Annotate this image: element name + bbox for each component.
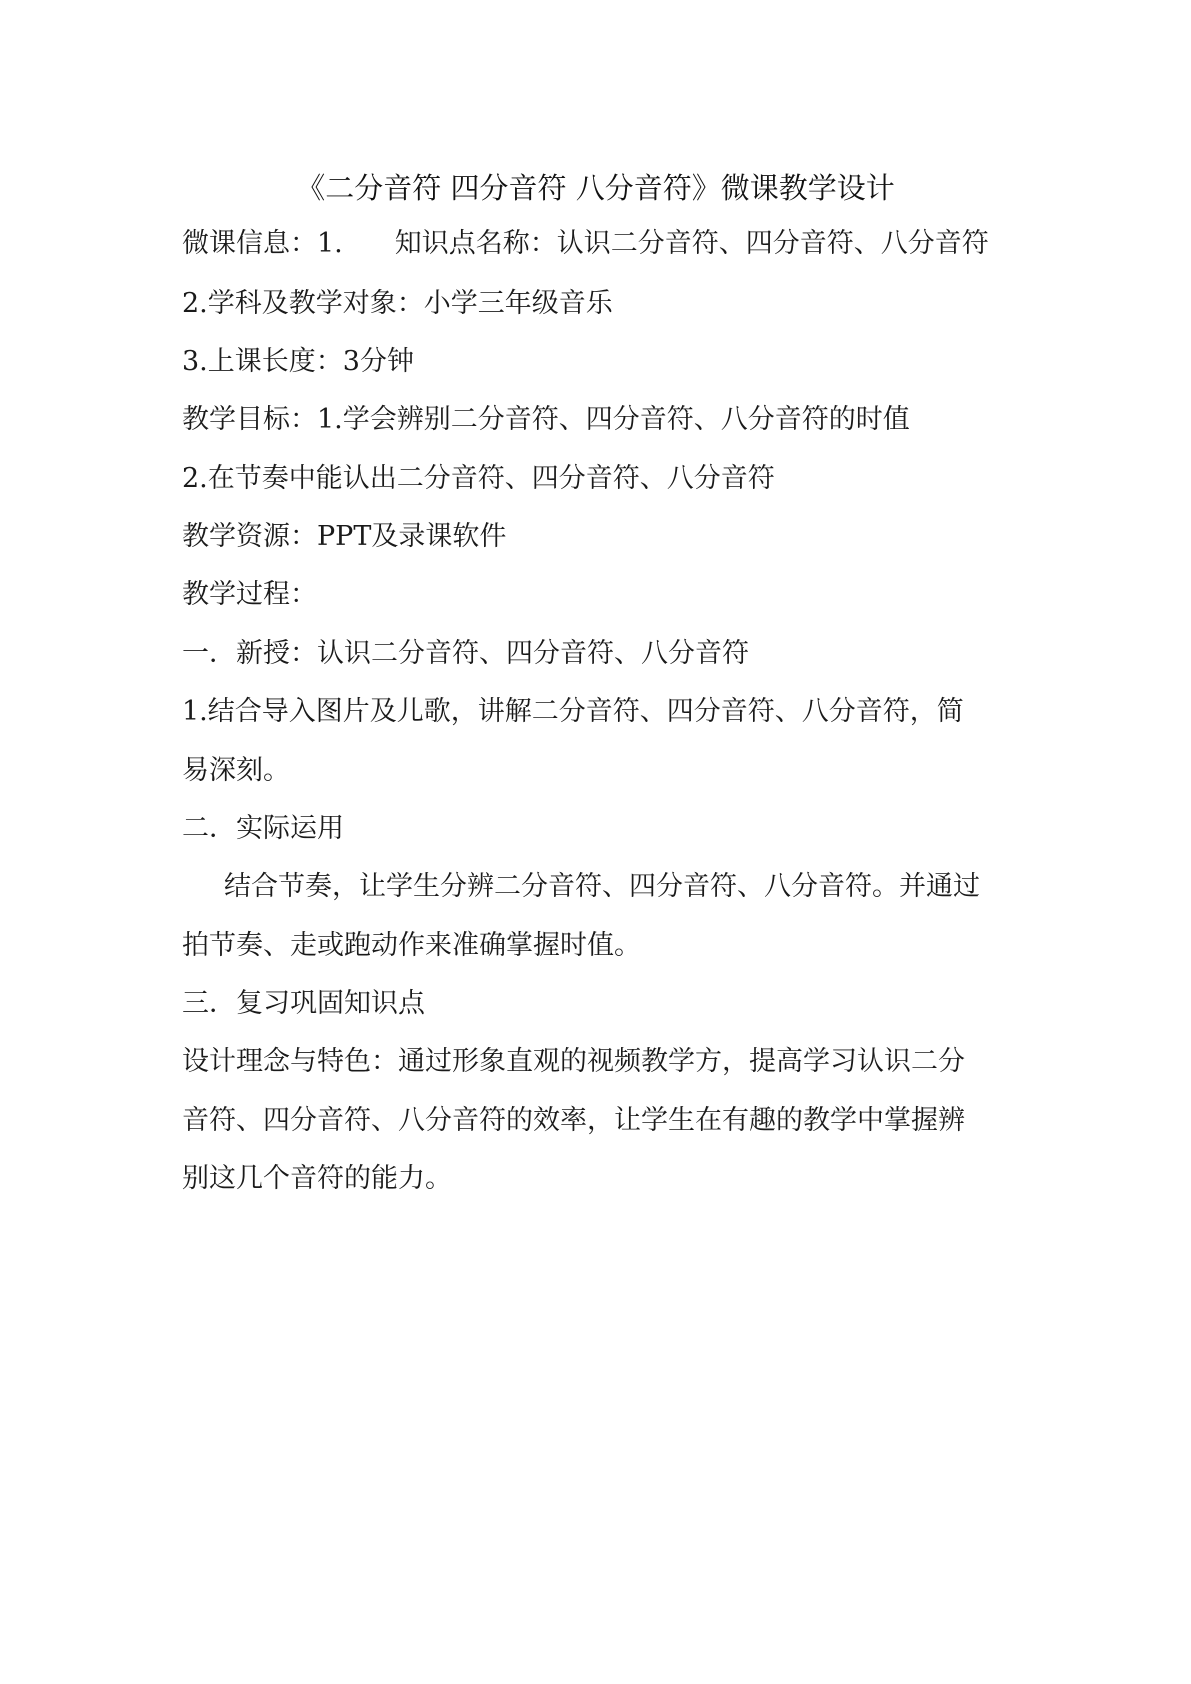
process-heading: 教学过程： — [182, 579, 317, 610]
info-item-subject: 2.学科及教学对象：小学三年级音乐 — [182, 288, 613, 319]
section-3-title: 三．复习巩固知识点 — [182, 988, 425, 1019]
design-line-3: 别这几个音符的能力。 — [182, 1163, 452, 1194]
section-2-text-line-2: 拍节奏、走或跑动作来准确掌握时值。 — [182, 930, 641, 961]
goal-line-2: 2.在节奏中能认出二分音符、四分音符、八分音符 — [182, 463, 775, 494]
info-label: 微课信息：1. — [182, 228, 343, 259]
page-title: 《二分音符 四分音符 八分音符》微课教学设计 — [296, 171, 895, 205]
info-line — [182, 224, 989, 264]
section-1-text-line-1: 1.结合导入图片及儿歌，讲解二分音符、四分音符、八分音符，简 — [182, 696, 964, 727]
goal-line-1: 教学目标：1.学会辨别二分音符、四分音符、八分音符的时值 — [182, 404, 910, 435]
design-line-2: 音符、四分音符、八分音符的效率，让学生在有趣的教学中掌握辨 — [182, 1105, 965, 1136]
info-item-duration: 3.上课长度：3分钟 — [182, 346, 414, 377]
resources-line: 教学资源：PPT及录课软件 — [182, 521, 507, 552]
section-2-title: 二．实际运用 — [182, 813, 344, 844]
info-item-knowledge-point: 知识点名称：认识二分音符、四分音符、八分音符 — [394, 228, 989, 259]
section-1-text-line-2: 易深刻。 — [182, 755, 290, 786]
section-1-title: 一．新授：认识二分音符、四分音符、八分音符 — [182, 638, 749, 669]
section-2-text-line-1: 结合节奏，让学生分辨二分音符、四分音符、八分音符。并通过 — [224, 871, 980, 902]
design-line-1: 设计理念与特色：通过形象直观的视频教学方，提高学习认识二分 — [182, 1046, 965, 1077]
